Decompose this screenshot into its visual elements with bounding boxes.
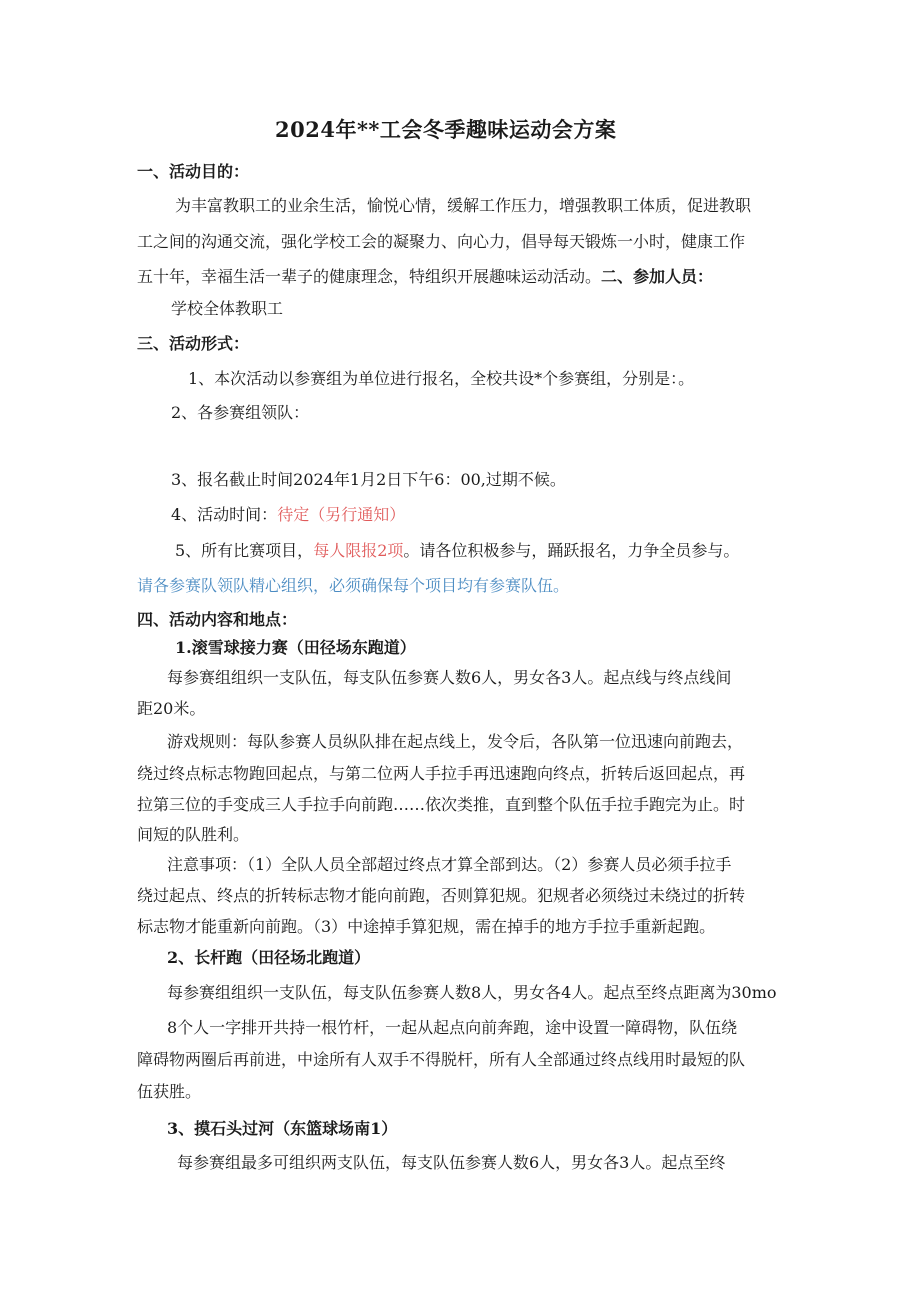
format-item-4 <box>171 505 405 525</box>
event-1-title: 1.滚雪球接力赛（田径场东跑道） <box>175 638 416 657</box>
activity-time-label: 4、活动时间： <box>171 505 278 524</box>
limit-notice: 每人限报2项 <box>313 541 404 560</box>
event-3-line: 每参赛组最多可组织两支队伍，每支队伍参赛人数6人，男女各3人。起点至终 <box>177 1153 726 1172</box>
participants-text: 学校全体教职工 <box>171 299 284 318</box>
section-heading-format: 三、活动形式： <box>137 334 250 353</box>
activity-time-value: 待定（另行通知） <box>277 505 406 524</box>
section-heading-content: 四、活动内容和地点： <box>137 610 298 629</box>
leader-notice: 请各参赛队领队精心组织，必须确保每个项目均有参赛队伍。 <box>137 576 570 595</box>
event-1-line: 距20米。 <box>137 699 206 718</box>
event-2-line: 伍获胜。 <box>137 1082 202 1101</box>
event-1-line: 绕过起点、终点的折转标志物才能向前跑，否则算犯规。犯规者必须绕过未绕过的折转 <box>137 886 746 905</box>
event-1-line: 注意事项：（1）全队人员全部超过终点才算全部到达。（2）参赛人员必须手拉手 <box>167 855 732 874</box>
format-item-5-prefix: 5、所有比赛项目， <box>175 541 314 560</box>
format-item-5 <box>175 541 739 561</box>
format-item-3: 3、报名截止时间2024年1月2日下午6：00,过期不候。 <box>171 470 566 489</box>
event-1-line: 标志物才能重新向前跑。（3）中途掉手算犯规，需在掉手的地方手拉手重新起跑。 <box>137 917 716 936</box>
purpose-line: 工之间的沟通交流，强化学校工会的凝聚力、向心力，倡导每天锻炼一小时，健康工作 <box>137 232 746 251</box>
event-2-line: 每参赛组组织一支队伍，每支队伍参赛人数8人，男女各4人。起点至终点距离为30mo <box>167 983 777 1002</box>
event-2-line: 8个人一字排开共持一根竹杆，一起从起点向前奔跑，途中设置一障碍物，队伍绕 <box>167 1018 738 1037</box>
format-item-2: 2、各参赛组领队： <box>171 403 310 422</box>
event-1-line: 拉第三位的手变成三人手拉手向前跑……依次类推，直到整个队伍手拉手跑完为止。时 <box>137 795 746 814</box>
event-1-line: 游戏规则：每队参赛人员纵队排在起点线上，发令后，各队第一位迅速向前跑去， <box>167 732 744 751</box>
event-1-line: 绕过终点标志物跑回起点，与第二位两人手拉手再迅速跑向终点，折转后返回起点，再 <box>137 764 746 783</box>
section-heading-participants: 二、参加人员： <box>601 267 714 286</box>
format-item-1: 1、本次活动以参赛组为单位进行报名，全校共设*个参赛组，分别是：。 <box>188 369 695 388</box>
event-1-line: 间短的队胜利。 <box>137 825 250 844</box>
event-3-title: 3、摸石头过河（东篮球场南1） <box>167 1119 398 1138</box>
section-heading-purpose: 一、活动目的： <box>137 162 250 181</box>
event-1-line: 每参赛组组织一支队伍，每支队伍参赛人数6人，男女各3人。起点线与终点线间 <box>167 668 732 687</box>
purpose-line-text: 五十年，幸福生活一辈子的健康理念，特组织开展趣味运动活动。 <box>137 267 602 286</box>
document-title: 2024年**工会冬季趣味运动会方案 <box>275 117 617 142</box>
purpose-line: 为丰富教职工的业余生活，愉悦心情，缓解工作压力，增强教职工体质，促进教职 <box>175 196 752 215</box>
purpose-line <box>137 267 713 287</box>
event-2-line: 障碍物两圈后再前进，中途所有人双手不得脱杆，所有人全部通过终点线用时最短的队 <box>137 1050 746 1069</box>
format-item-5-suffix: 。请各位积极参与，踊跃报名，力争全员参与。 <box>403 541 740 560</box>
event-2-title: 2、长杆跑（田径场北跑道） <box>167 948 371 967</box>
